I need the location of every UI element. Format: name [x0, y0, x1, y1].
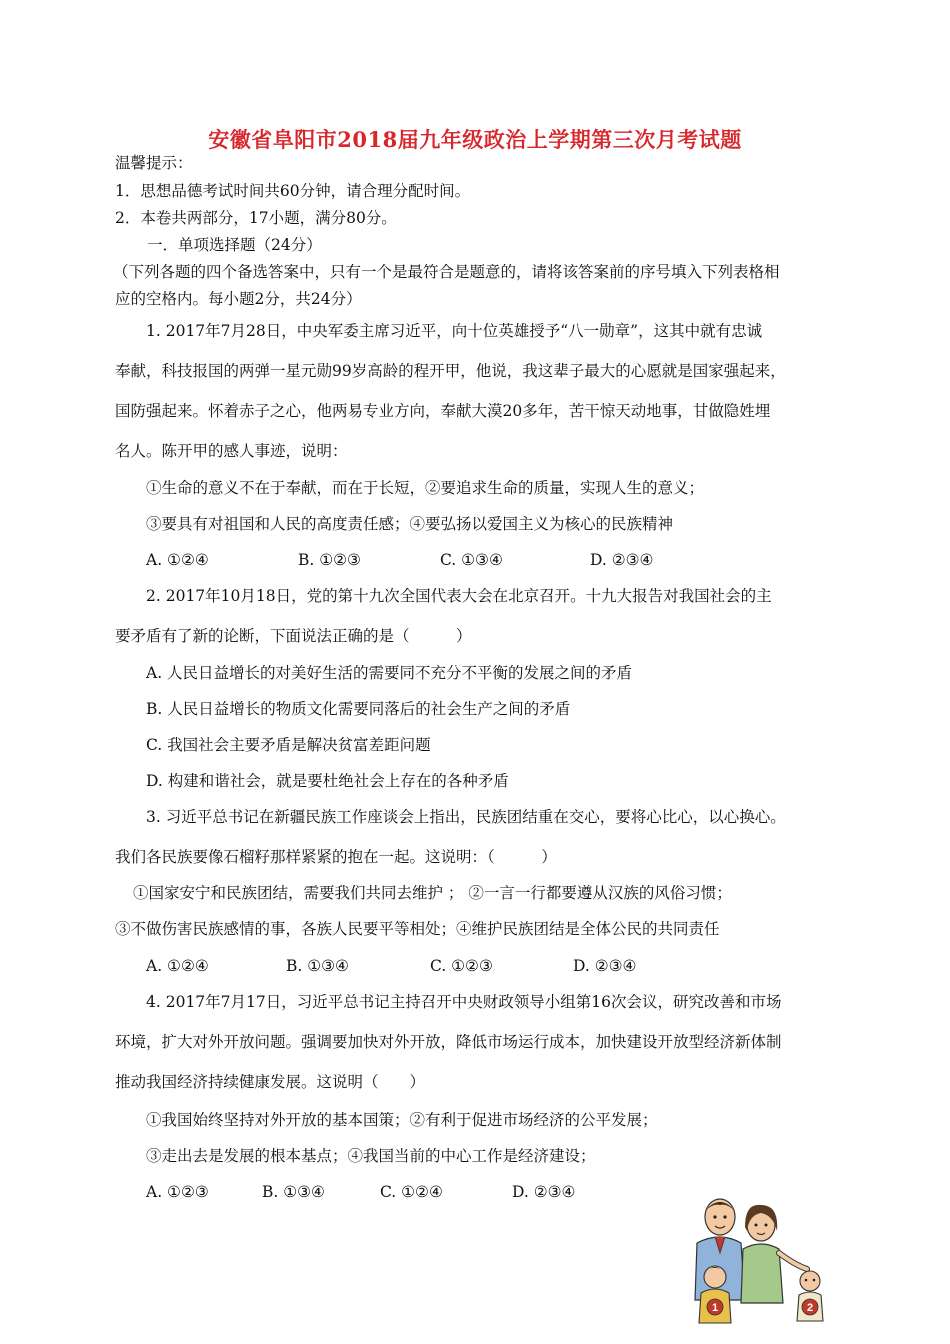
- section-instruction: （下列各题的四个备选答案中，只有一个是最符合是题意的，请将该答案前的序号填入下列表格相: [113, 263, 780, 281]
- tip-item: 2．本卷共两部分，17小题，满分80分。: [115, 209, 397, 227]
- question-4-text: 推动我国经济持续健康发展。这说明（ ）: [115, 1073, 426, 1091]
- question-1-text: 奉献，科技报国的两弹一星元勋99岁高龄的程开甲，他说，我这辈子最大的心愿就是国家强起来，: [115, 362, 786, 380]
- option-a[interactable]: A. ①②④: [146, 551, 209, 569]
- document-title: 安徽省阜阳市2018届九年级政治上学期第三次月考试题: [208, 127, 742, 152]
- option-d[interactable]: D. ②③④: [590, 551, 654, 569]
- question-1-statement: ③要具有对祖国和人民的高度责任感；④要弘扬以爱国主义为核心的民族精神: [146, 515, 674, 533]
- question-4-options: [146, 1182, 706, 1202]
- option-b[interactable]: B. ①③④: [262, 1183, 325, 1201]
- family-cartoon-icon: [675, 1195, 840, 1330]
- badge-2: 2: [806, 1302, 814, 1314]
- option-b[interactable]: B. ①③④: [286, 957, 349, 975]
- tips-heading: 温馨提示：: [115, 154, 193, 172]
- badge-1: 1: [711, 1302, 719, 1314]
- question-2-choice-b[interactable]: B. 人民日益增长的物质文化需要同落后的社会生产之间的矛盾: [146, 700, 571, 718]
- question-3-text: 我们各民族要像石榴籽那样紧紧的抱在一起。这说明：（ ）: [115, 848, 557, 866]
- question-3-text: 3. 习近平总书记在新疆民族工作座谈会上指出，民族团结重在交心，要将心比心，以心换心。: [146, 808, 786, 826]
- option-d[interactable]: D. ②③④: [512, 1183, 576, 1201]
- question-1-options: [146, 550, 706, 570]
- option-a[interactable]: A. ①②③: [146, 1183, 209, 1201]
- option-c[interactable]: C. ①②④: [380, 1183, 443, 1201]
- option-d[interactable]: D. ②③④: [573, 957, 637, 975]
- option-a[interactable]: A. ①②④: [146, 957, 209, 975]
- section-instruction: 应的空格内。每小题2分，共24分）: [115, 290, 362, 308]
- question-3-statement: ③不做伤害民族感情的事，各族人民要平等相处；④维护民族团结是全体公民的共同责任: [115, 920, 720, 938]
- question-2-text: 2. 2017年10月18日，党的第十九次全国代表大会在北京召开。十九大报告对我国社会的主: [146, 587, 772, 605]
- section-heading: 一．单项选择题（24分）: [147, 236, 322, 254]
- option-b[interactable]: B. ①②③: [298, 551, 361, 569]
- question-3-statement: ①国家安宁和民族团结，需要我们共同去维护 ； ②一言一行都要遵从汉族的风俗习惯；: [133, 884, 732, 902]
- question-4-text: 4. 2017年7月17日，习近平总书记主持召开中央财政领导小组第16次会议，研究改善和市场: [146, 993, 782, 1011]
- question-4-text: 环境，扩大对外开放问题。强调要加快对外开放，降低市场运行成本，加快建设开放型经济新体制: [115, 1033, 782, 1051]
- question-2-choice-c[interactable]: C. 我国社会主要矛盾是解决贫富差距问题: [146, 736, 431, 754]
- option-c[interactable]: C. ①③④: [440, 551, 503, 569]
- question-1-text: 名人。陈开甲的感人事迹，说明：: [115, 442, 348, 460]
- question-1-text: 国防强起来。怀着赤子之心，他两易专业方向，奉献大漠20多年，苦干惊天动地事，甘做隐姓埋: [115, 402, 771, 420]
- question-2-choice-a[interactable]: A. 人民日益增长的对美好生活的需要同不充分不平衡的发展之间的矛盾: [146, 664, 633, 682]
- question-3-options: [146, 956, 706, 976]
- question-2-text: 要矛盾有了新的论断，下面说法正确的是（ ）: [115, 627, 472, 645]
- question-4-statement: ①我国始终坚持对外开放的基本国策；②有利于促进市场经济的公平发展；: [146, 1111, 658, 1129]
- question-4-statement: ③走出去是发展的根本基点；④我国当前的中心工作是经济建设；: [146, 1147, 596, 1165]
- question-1-statement: ①生命的意义不在于奉献，而在于长短，②要追求生命的质量，实现人生的意义；: [146, 479, 705, 497]
- question-2-choice-d[interactable]: D. 构建和谐社会，就是要杜绝社会上存在的各种矛盾: [146, 772, 509, 790]
- tip-item: 1．思想品德考试时间共60分钟，请合理分配时间。: [115, 182, 471, 200]
- question-1-text: 1. 2017年7月28日，中央军委主席习近平，向十位英雄授予“八一勋章”，这其中就有忠诚: [146, 322, 763, 340]
- option-c[interactable]: C. ①②③: [430, 957, 493, 975]
